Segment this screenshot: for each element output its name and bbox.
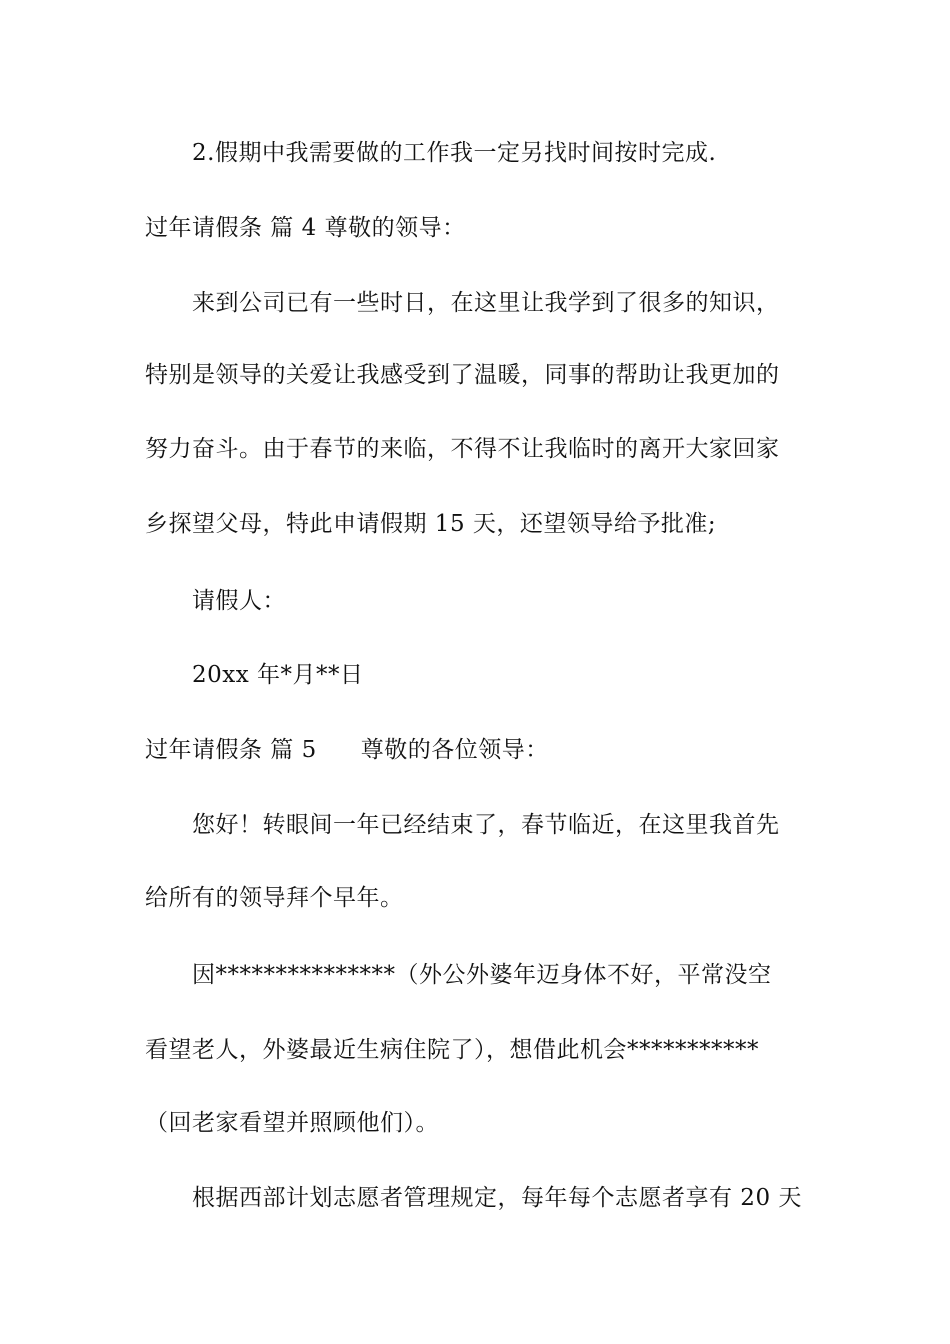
heading-salutation: 尊敬的各位领导： [360,737,549,763]
heading-title: 过年请假条 篇 5 [145,737,317,763]
section-heading-5 [145,735,815,765]
paragraph-line: 特别是领导的关爱让我感受到了温暖，同事的帮助让我更加的 [145,362,780,388]
paragraph-line: （回老家看望并照顾他们）。 [145,1110,439,1136]
signature-label: 请假人： [192,588,286,614]
paragraph-line: 给所有的领导拜个早年。 [145,885,404,911]
paragraph-line: 2.假期中我需要做的工作我一定另找时间按时完成. [192,140,717,166]
paragraph-line: 努力奋斗。由于春节的来临，不得不让我临时的离开大家回家 [145,436,780,462]
paragraph-line: 根据西部计划志愿者管理规定，每年每个志愿者享有 20 天 [192,1185,802,1211]
paragraph-line: 您好！转眼间一年已经结束了，春节临近，在这里我首先 [192,812,780,838]
section-heading-4: 过年请假条 篇 4 尊敬的领导： [145,215,466,241]
paragraph-line: 来到公司已有一些时日，在这里让我学到了很多的知识， [192,290,780,316]
paragraph-line: 看望老人，外婆最近生病住院了），想借此机会*********** [145,1037,759,1063]
paragraph-line: 因***************（外公外婆年迈身体不好，平常没空 [192,962,772,988]
paragraph-line: 乡探望父母，特此申请假期 15 天，还望领导给予批准; [145,511,717,537]
date-line: 20xx 年*月**日 [192,662,364,688]
